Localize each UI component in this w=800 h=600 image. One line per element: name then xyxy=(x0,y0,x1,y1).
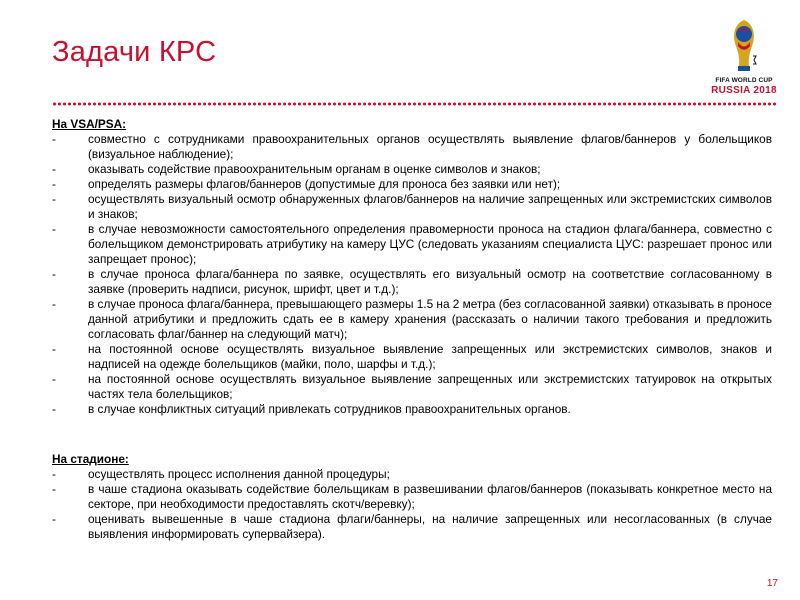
bullet-dash: - xyxy=(52,512,56,526)
section-heading-vsa-psa: На VSA/PSA: xyxy=(52,117,127,131)
list-item xyxy=(52,342,772,372)
bullet-dash: - xyxy=(52,132,56,146)
list-item xyxy=(52,192,772,222)
list-item-text: оказывать содействие правоохранительным органам в оценке символов и знаков; xyxy=(88,162,541,176)
bullet-dash: - xyxy=(52,342,56,356)
list-item xyxy=(52,267,772,297)
bullet-dash: - xyxy=(52,267,56,281)
list-item xyxy=(52,132,772,162)
list-item-text: в случае невозможности самостоятельного определения правомерности проноса на стадион флага/баннера, совместно с болельщиком демонстрировать атрибутику на камеру ЦУС (следовать указаниям специалиста ЦУС: разрешает пронос или запрещает пронос); xyxy=(88,222,772,266)
logo-text-russia-2018: RUSSIA 2018 xyxy=(711,85,777,96)
bullet-dash: - xyxy=(52,372,56,386)
list-item-text: осуществлять процесс исполнения данной процедуры; xyxy=(88,467,390,481)
list-item xyxy=(52,222,772,267)
list-item-text: совместно с сотрудниками правоохранительных органов осуществлять выявление флагов/баннеров у болельщиков (визуальное наблюдение); xyxy=(88,132,772,161)
bullet-dash: - xyxy=(52,467,56,481)
bullet-dash: - xyxy=(52,177,56,191)
list-item xyxy=(52,482,772,512)
list-item-text: в случае проноса флага/баннера по заявке, осуществлять его визуальный осмотр на соответствие согласованному в заявке (проверить надписи, рисунок, шрифт, цвет и т.д.); xyxy=(88,267,772,296)
bullet-dash: - xyxy=(52,297,56,311)
list-item xyxy=(52,512,772,542)
section-heading-stadium: На стадионе: xyxy=(52,452,129,466)
task-list-vsa-psa xyxy=(52,132,772,417)
bullet-dash: - xyxy=(52,402,56,416)
list-item-text: осуществлять визуальный осмотр обнаруженных флагов/баннеров на наличие запрещенных или экстремистских символов и знаков; xyxy=(88,192,772,221)
task-list-stadium xyxy=(52,467,772,542)
page-title: Задачи КРС xyxy=(52,36,217,68)
list-item xyxy=(52,177,772,192)
list-item-text: оценивать вывешенные в чаше стадиона флаги/баннеры, на наличие запрещенных или несогласованных (в случае выявления информировать супервайзера). xyxy=(88,512,772,541)
list-item xyxy=(52,402,772,417)
logo-text-fifa-world-cup: FIFA WORLD CUP xyxy=(715,77,773,84)
bullet-dash: - xyxy=(52,162,56,176)
list-item xyxy=(52,467,772,482)
dotted-divider xyxy=(52,101,778,107)
list-item-text: в чаше стадиона оказывать содействие болельщикам в развешивании флагов/баннеров (показывать конкретное место на секторе, при необходимости предоставлять скотч/веревку); xyxy=(88,482,772,511)
fifa-world-cup-logo xyxy=(706,18,782,100)
list-item-text: на постоянной основе осуществлять визуальное выявление запрещенных или экстремистских символов, знаков и надписей на одежде болельщиков (майки, поло, шарфы и т.д.); xyxy=(88,342,772,371)
bullet-dash: - xyxy=(52,192,56,206)
trophy-emblem-icon xyxy=(730,18,758,74)
bullet-dash: - xyxy=(52,482,56,496)
page-number: 17 xyxy=(766,578,778,589)
list-item-text: определять размеры флагов/баннеров (допустимые для проноса без заявки или нет); xyxy=(88,177,561,191)
list-item-text: в случае конфликтных ситуаций привлекать сотрудников правоохранительных органов. xyxy=(88,402,571,416)
list-item-text: на постоянной основе осуществлять визуальное выявление запрещенных или экстремистских татуировок на открытых частях тела болельщиков; xyxy=(88,372,772,401)
list-item xyxy=(52,297,772,342)
bullet-dash: - xyxy=(52,222,56,236)
list-item xyxy=(52,372,772,402)
list-item xyxy=(52,162,772,177)
list-item-text: в случае проноса флага/баннера, превышающего размеры 1.5 на 2 метра (без согласованной заявки) отказывать в проносе данной атрибутики и предложить сдать ее в камеру хранения (рассказать о наличии такого требования и предложить согласовать флаг/баннер на следующий матч); xyxy=(88,297,772,341)
content-body xyxy=(52,117,772,542)
